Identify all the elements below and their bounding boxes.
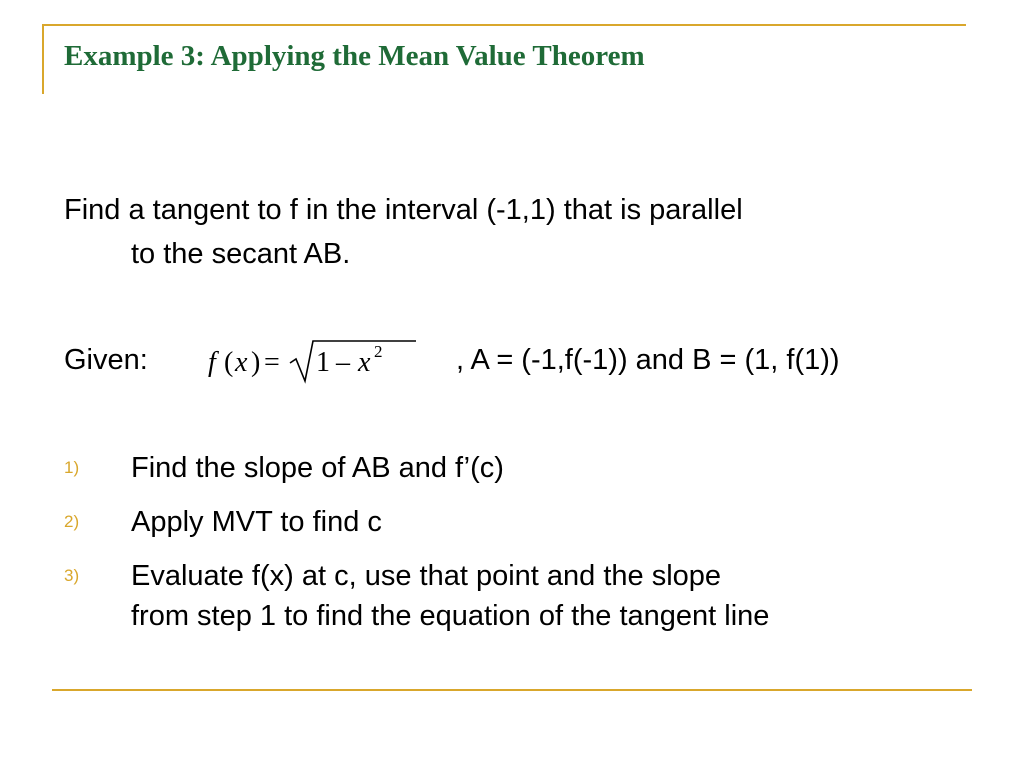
svg-text:x: x [358, 347, 371, 378]
svg-text:2: 2 [374, 342, 383, 361]
frame-top-rule [42, 24, 966, 26]
intro-line-2: to the secant AB. [131, 238, 351, 270]
step-number: 2) [64, 512, 80, 531]
slide-title: Example 3: Applying the Mean Value Theorem [64, 40, 645, 72]
step-text-line-1: Evaluate f(x) at c, use that point and the slope [131, 560, 722, 592]
step-text: Find the slope of AB and f’(c) [131, 452, 504, 484]
intro-paragraph [64, 188, 964, 276]
step-number: 1) [64, 458, 80, 477]
step-item [64, 448, 984, 488]
svg-text:=: = [264, 347, 280, 378]
formula-image [206, 330, 436, 390]
svg-text:(: ( [224, 347, 234, 378]
svg-text:1: 1 [316, 347, 330, 378]
frame-bottom-rule [52, 689, 972, 691]
steps-list [64, 448, 984, 650]
step-text-line-2: from step 1 to find the equation of the tangent line [131, 600, 770, 632]
svg-text:f: f [208, 347, 216, 378]
step-item [64, 556, 984, 636]
step-item [64, 502, 984, 542]
svg-text:–: – [336, 347, 350, 378]
intro-line-1: Find a tangent to f in the interval (-1,1) that is parallel [64, 194, 743, 226]
frame-left-rule [42, 24, 44, 94]
svg-text:): ) [251, 347, 261, 378]
given-row [64, 338, 984, 382]
given-points-text: , A = (-1,f(-1)) and B = (1, f(1)) [456, 344, 840, 376]
given-label: Given: [64, 344, 148, 376]
svg-text:x: x [235, 347, 248, 378]
step-number: 3) [64, 566, 80, 585]
step-text: Apply MVT to find c [131, 506, 382, 538]
